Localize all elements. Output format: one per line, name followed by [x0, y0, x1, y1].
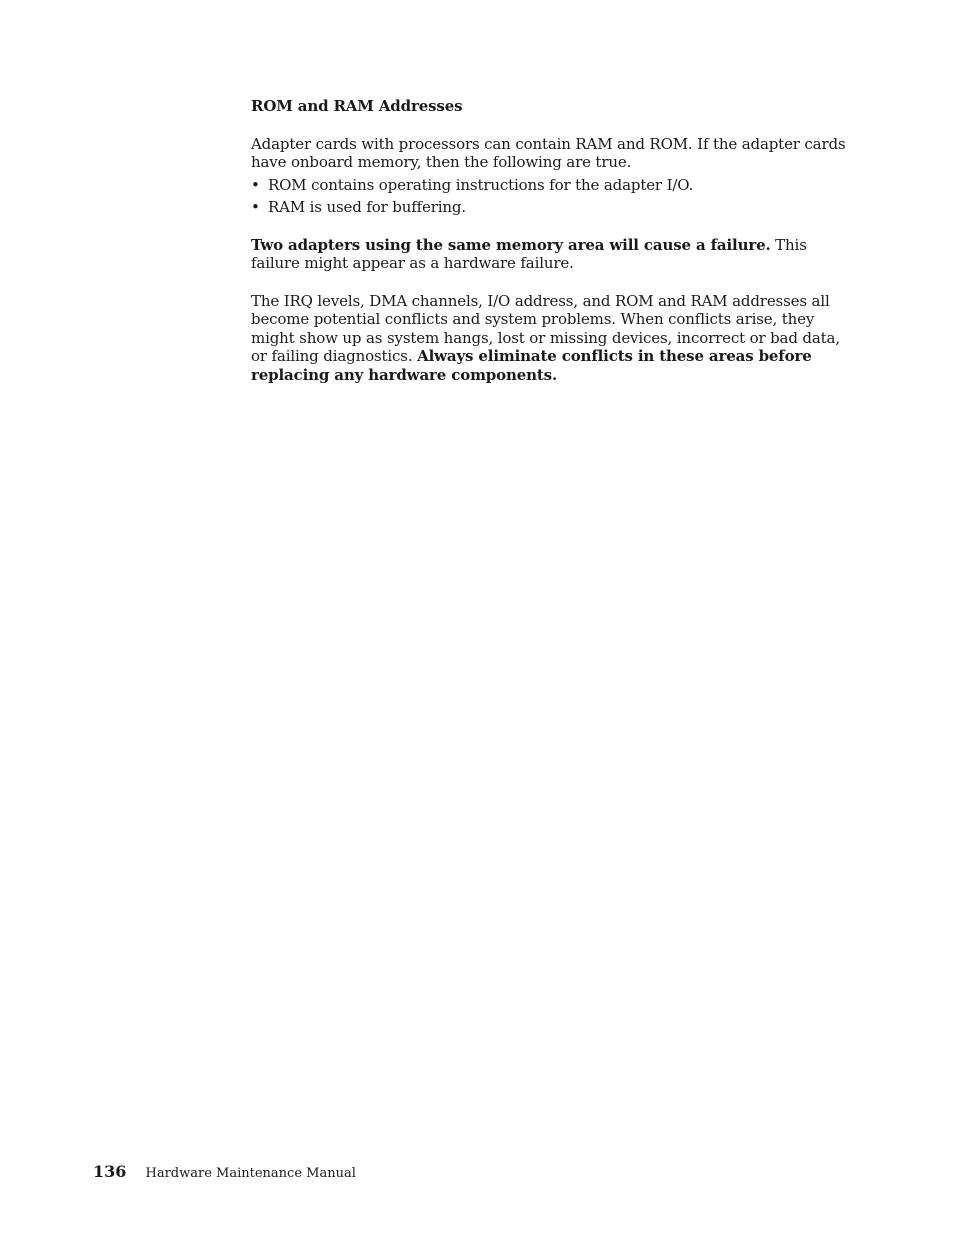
warning-text: This failure might appear as a hardware failure.	[251, 235, 807, 272]
intro-paragraph: Adapter cards with processors can contain RAM and ROM. If the adapter cards have onboard memory, then the following are true.	[251, 134, 846, 171]
bullet-icon: •	[251, 175, 260, 194]
section-heading: ROM and RAM Addresses	[251, 97, 463, 115]
conflicts-paragraph	[251, 292, 851, 385]
list-item-text: ROM contains operating instructions for the adapter I/O.	[268, 175, 694, 194]
main-content	[251, 97, 851, 384]
list-item	[251, 198, 851, 217]
list-item-text: RAM is used for buffering.	[268, 198, 466, 216]
manual-title: Hardware Maintenance Manual	[145, 1166, 356, 1181]
conflicts-text: The IRQ levels, DMA channels, I/O address, and ROM and RAM addresses all become potential conflicts and system problems. When conflicts arise, they might show up as system hangs, lost or missing devices, incorrect or bad data, or failing diagnostics.	[251, 291, 840, 365]
warning-bold-text: Two adapters using the same memory area will cause a failure.	[251, 235, 771, 254]
bullet-list	[251, 176, 851, 217]
conflicts-bold-text: Always eliminate conflicts in these areas before replacing any hardware components.	[251, 347, 812, 384]
warning-paragraph	[251, 236, 851, 273]
page-number: 136	[93, 1162, 127, 1181]
bullet-icon: •	[251, 198, 260, 216]
list-item	[251, 176, 851, 195]
page-footer	[93, 1162, 356, 1181]
